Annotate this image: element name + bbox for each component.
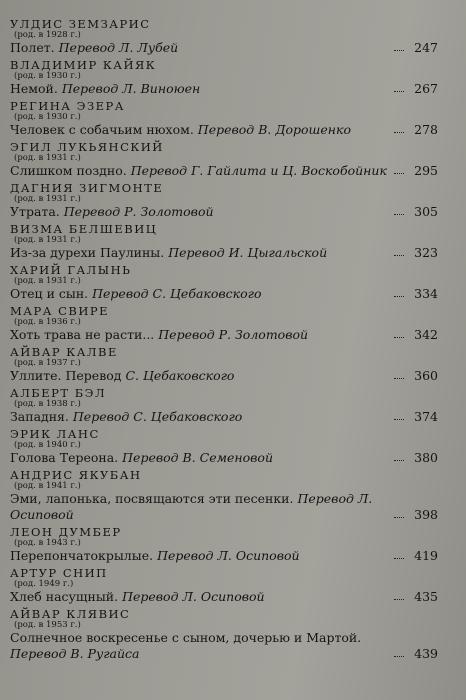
work-title: Эми, лапонька, посвящаются эти песенки. (10, 491, 294, 506)
toc-entry (10, 469, 438, 523)
translator-credit: Перевод И. Цыгальской (168, 245, 328, 260)
page-number: 374 (414, 409, 438, 424)
author-years: (род. в 1930 г.) (14, 71, 81, 81)
work-line (10, 548, 438, 564)
author-name: ХАРИЙ ГАЛЫНЬ (10, 263, 132, 277)
page-number: 398 (414, 507, 438, 522)
author-years: (род. в 1931 г.) (14, 194, 81, 204)
translator-credit: Перевод С. Цебаковского (72, 409, 243, 424)
translator-credit: С. Цебаковского (125, 368, 235, 383)
work-line (10, 368, 438, 384)
work-line (10, 286, 438, 302)
page-number: 295 (414, 163, 438, 178)
table-of-contents (10, 18, 438, 665)
author-years: (род. 1949 г.) (14, 579, 74, 589)
toc-entry (10, 223, 438, 261)
author-name: МАРА СВИРЕ (10, 304, 109, 318)
page-number: 267 (414, 81, 438, 96)
translator-credit: Перевод Л. Осиповой (122, 589, 265, 604)
work-line (10, 491, 438, 523)
work-title: Утрата. (10, 204, 60, 219)
leader-dots (394, 132, 404, 133)
toc-entry (10, 608, 438, 662)
work-line (10, 40, 438, 56)
work-line (10, 122, 438, 138)
author-name: ЛЕОН ДУМБЕР (10, 525, 122, 539)
work-line (10, 409, 438, 425)
work-title: Полет. (10, 40, 55, 55)
translator-credit: Перевод Л. Осиповой (157, 548, 300, 563)
work-line (10, 327, 438, 343)
work-title: Человек с собачьим нюхом. (10, 122, 194, 137)
work-title: Солнечное воскресенье с сыном, дочерью и Мартой. (10, 630, 362, 645)
page-number: 435 (414, 589, 438, 604)
leader-dots (394, 173, 404, 174)
leader-dots (394, 599, 404, 600)
page-number: 360 (414, 368, 438, 383)
author-name: АЙВАР КЛЯВИС (10, 607, 131, 621)
author-years: (род. в 1936 г.) (14, 317, 81, 327)
author-years: (род. в 1931 г.) (14, 153, 81, 163)
work-title: Немой. (10, 81, 58, 96)
work-title: Западня. (10, 409, 69, 424)
work-line (10, 204, 438, 220)
author-years: (род. в 1937 г.) (14, 358, 81, 368)
translator-credit: Перевод В. Дорошенко (197, 122, 352, 137)
page-number: 278 (414, 122, 438, 137)
toc-entry (10, 346, 438, 384)
author-years: (род. в 1941 г.) (14, 481, 81, 491)
leader-dots (394, 460, 404, 461)
author-name: АЛБЕРТ БЭЛ (10, 386, 107, 400)
author-years: (род. в 1953 г.) (14, 620, 81, 630)
leader-dots (394, 378, 404, 379)
author-name: АЙВАР КАЛВЕ (10, 345, 118, 359)
leader-dots (394, 214, 404, 215)
page-number: 305 (414, 204, 438, 219)
author-years: (род. в 1938 г.) (14, 399, 81, 409)
leader-dots (394, 50, 404, 51)
leader-dots (394, 656, 404, 657)
toc-entry (10, 100, 438, 138)
work-title: Хлеб насущный. (10, 589, 119, 604)
translator-credit: Перевод Л. Виноюен (61, 81, 201, 96)
work-title: Уллите. Перевод (10, 368, 122, 383)
author-years: (род. в 1931 г.) (14, 276, 81, 286)
translator-credit: Перевод В. Ругайса (10, 646, 140, 661)
work-line (10, 81, 438, 97)
page-number: 334 (414, 286, 438, 301)
page-number: 342 (414, 327, 438, 342)
author-name: ДАГНИЯ ЗИГМОНТЕ (10, 181, 164, 195)
author-years: (род. в 1928 г.) (14, 30, 81, 40)
work-title: Отец и сын. (10, 286, 89, 301)
author-name: РЕГИНА ЭЗЕРА (10, 99, 125, 113)
leader-dots (394, 296, 404, 297)
leader-dots (394, 419, 404, 420)
author-name: ЭРИК ЛАНС (10, 427, 100, 441)
leader-dots (394, 91, 404, 92)
work-title: Хоть трава не расти... (10, 327, 155, 342)
work-line (10, 630, 438, 662)
translator-credit: Перевод Р. Золотовой (63, 204, 214, 219)
work-line (10, 589, 438, 605)
toc-entry (10, 387, 438, 425)
author-years: (род. в 1943 г.) (14, 538, 81, 548)
work-title: Из-за дурехи Паулины. (10, 245, 165, 260)
toc-entry (10, 59, 438, 97)
work-line (10, 450, 438, 466)
translator-credit: Перевод С. Цебаковского (92, 286, 262, 301)
page-number: 247 (414, 40, 438, 55)
work-line (10, 245, 438, 261)
author-years: (род. в 1930 г.) (14, 112, 81, 122)
work-title: Голова Тереона. (10, 450, 119, 465)
author-name: УЛДИС ЗЕМЗАРИС (10, 17, 151, 31)
leader-dots (394, 255, 404, 256)
page-number: 419 (414, 548, 438, 563)
page-number: 439 (414, 646, 438, 661)
toc-entry (10, 141, 438, 179)
author-years: (род. в 1931 г.) (14, 235, 81, 245)
leader-dots (394, 558, 404, 559)
translator-credit: Перевод Р. Золотовой (158, 327, 309, 342)
toc-entry (10, 567, 438, 605)
toc-entry (10, 18, 438, 56)
author-name: АРТУР СНИП (10, 566, 108, 580)
toc-entry (10, 305, 438, 343)
work-title: Слишком поздно. (10, 163, 127, 178)
toc-entry (10, 526, 438, 564)
author-name: АНДРИС ЯКУБАН (10, 468, 142, 482)
toc-entry (10, 428, 438, 466)
translator-credit: Перевод Г. Гайлита и Ц. Воскобойник (130, 163, 387, 178)
translator-credit: Перевод В. Семеновой (122, 450, 274, 465)
toc-entry (10, 182, 438, 220)
translator-credit: Перевод Л. Осиповой (10, 491, 373, 522)
leader-dots (394, 517, 404, 518)
author-years: (род. в 1940 г.) (14, 440, 81, 450)
author-name: ВЛАДИМИР КАЙЯК (10, 58, 157, 72)
page-number: 323 (414, 245, 438, 260)
author-name: ЭГИЛ ЛУКЬЯНСКИЙ (10, 140, 164, 154)
toc-entry (10, 264, 438, 302)
author-name: ВИЗМА БЕЛШЕВИЦ (10, 222, 158, 236)
work-line (10, 163, 438, 179)
leader-dots (394, 337, 404, 338)
work-title: Перепончатокрылые. (10, 548, 154, 563)
page-number: 380 (414, 450, 438, 465)
translator-credit: Перевод Л. Лубей (58, 40, 179, 55)
